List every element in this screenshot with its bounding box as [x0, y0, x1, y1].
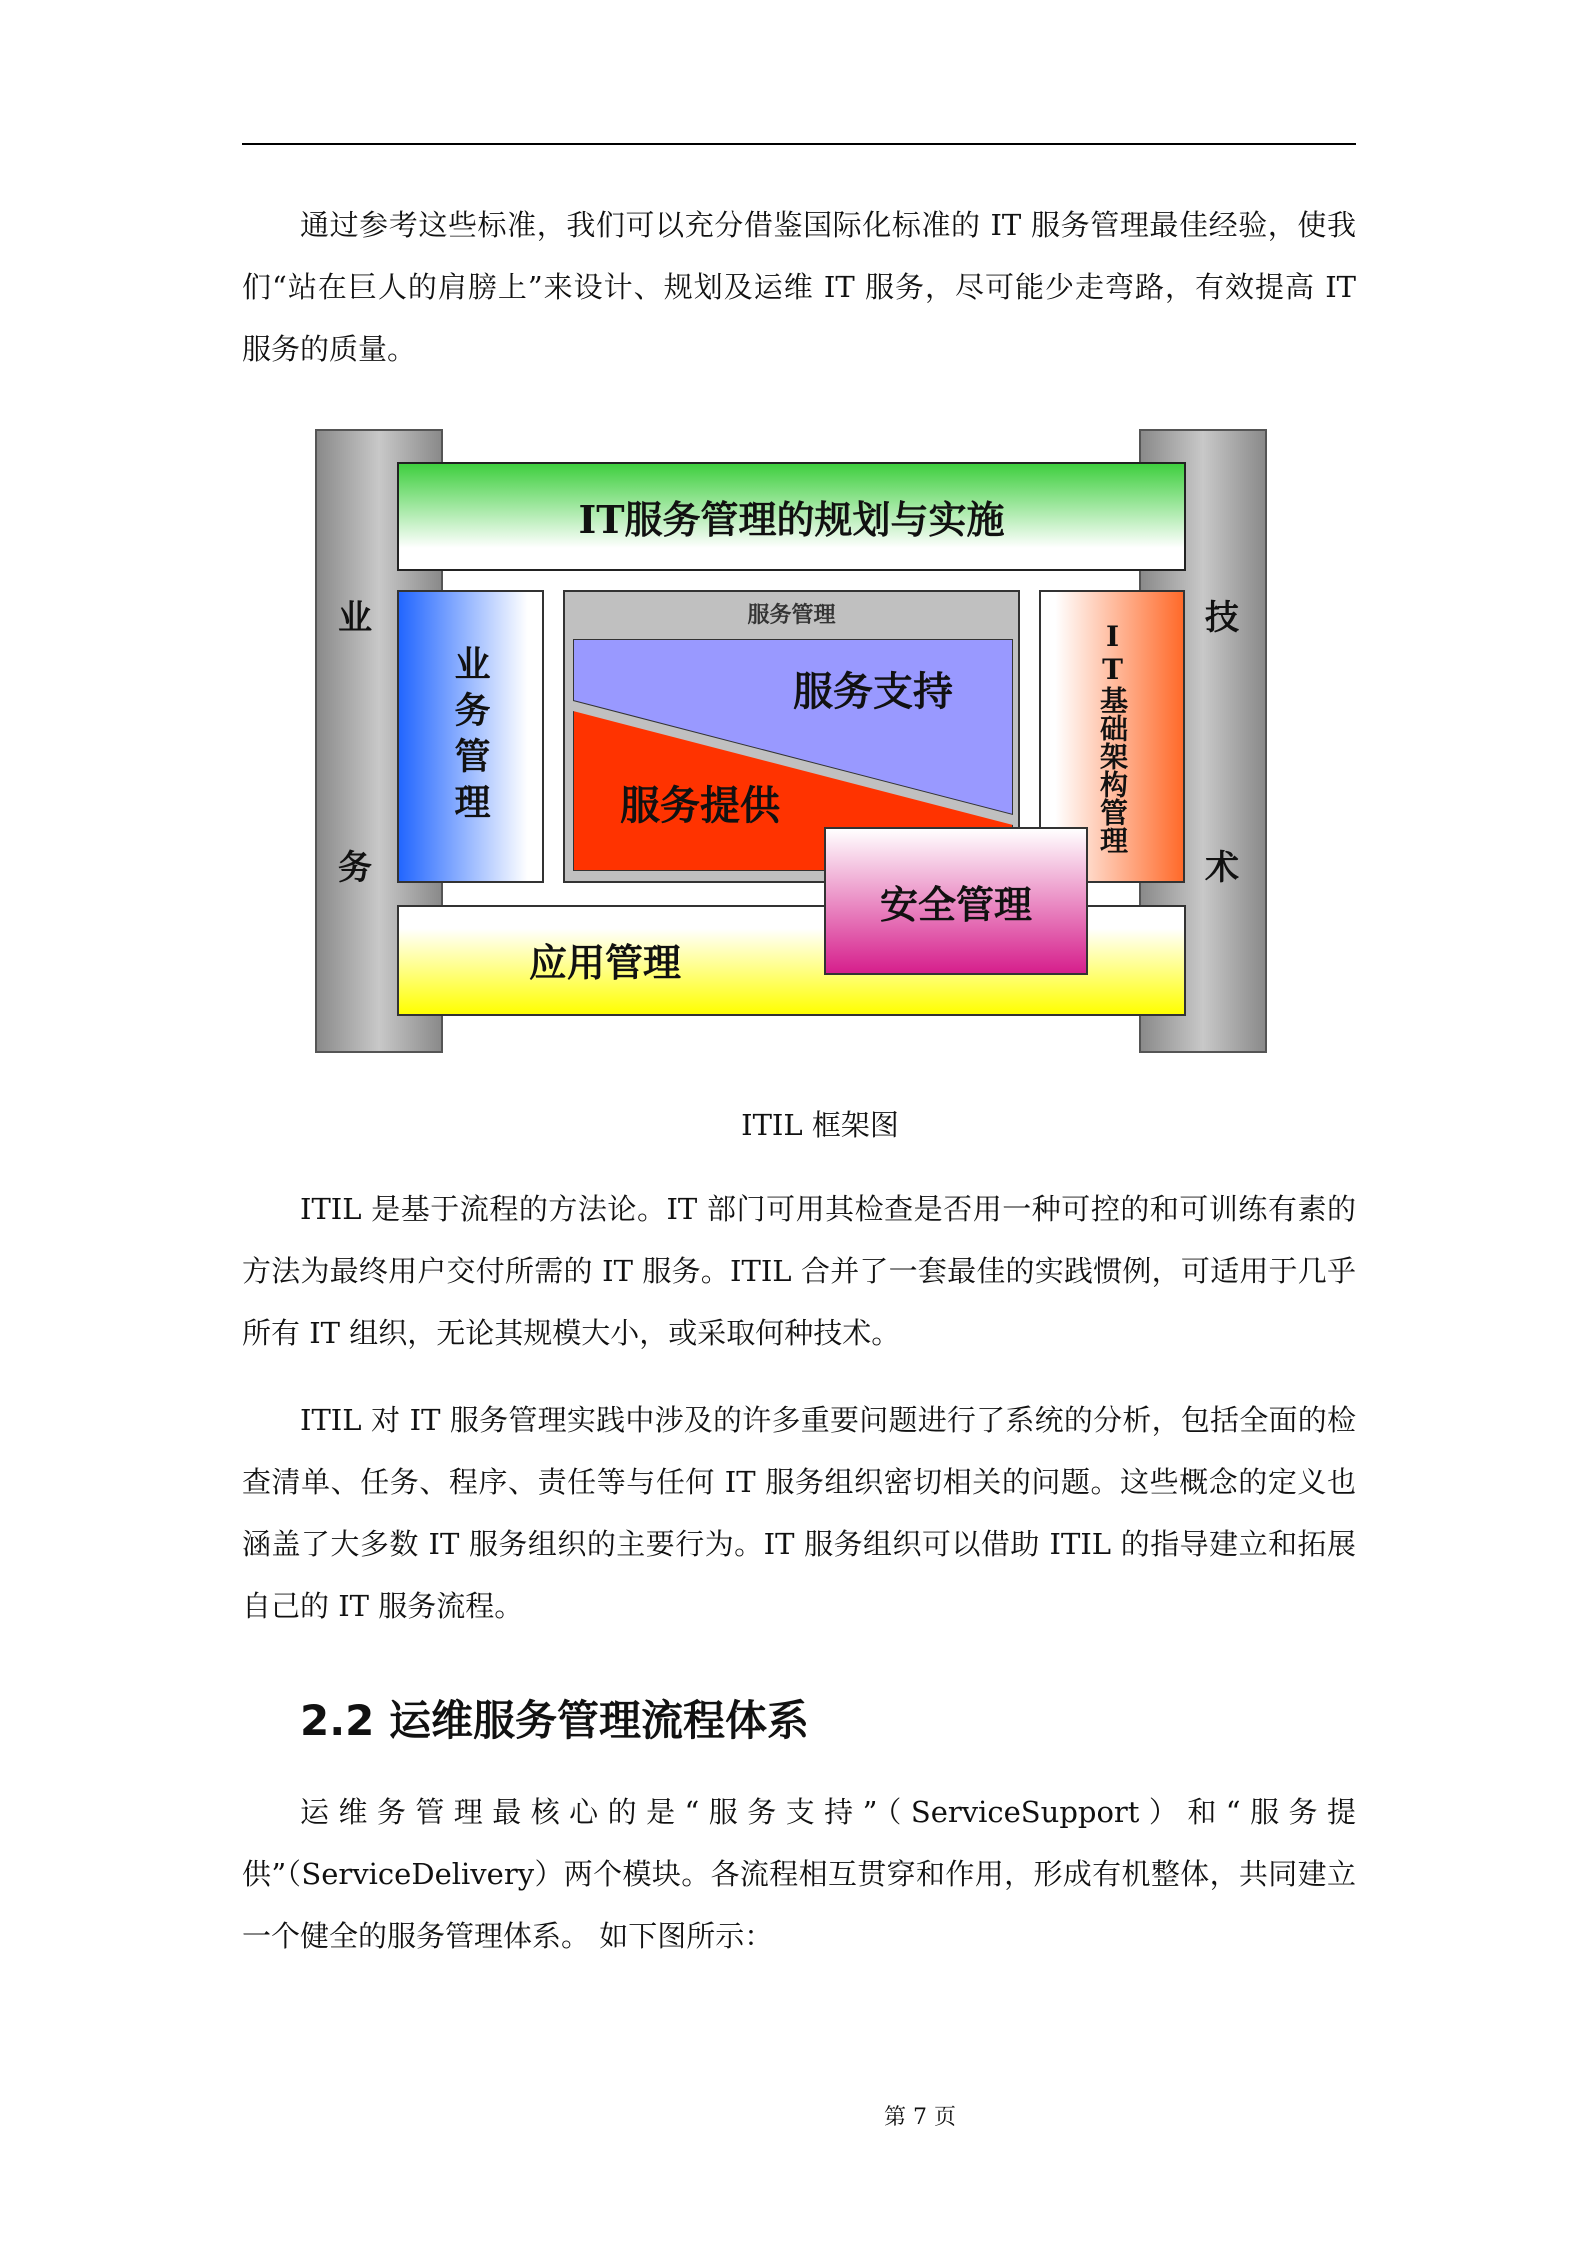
service-support-label: 服务支持 — [793, 668, 953, 715]
security-management-label: 安全管理 — [879, 881, 1032, 927]
technology-label-top: 技 — [1205, 598, 1239, 638]
business-label-bottom: 务 — [338, 848, 372, 888]
section-heading: 2.2 运维服务管理流程体系 — [300, 1696, 810, 1745]
paragraph-4: 运维务管理最核心的是“服务支持”（ServiceSupport）和“服务提供”（ServiceDelivery）两个模块。各流程相互贯穿和作用，形成有机整体，共同建立一个健全的服务管理体系。 如下图所示： — [242, 1795, 1356, 1953]
security-management-box — [824, 827, 1088, 975]
business-management-box — [397, 590, 544, 883]
technology-label-bottom: 术 — [1205, 848, 1239, 888]
paragraph-1: 通过参考这些标准，我们可以充分借鉴国际化标准的 IT 服务管理最佳经验，使我们“站在巨人的肩膀上”来设计、规划及运维 IT 服务，尽可能少走弯路，有效提高 IT 服务的质量。 — [242, 208, 1356, 366]
it-infrastructure-label: IT基础架构管理 — [1096, 619, 1129, 854]
planning-implementation-bar — [397, 462, 1186, 571]
application-management-label: 应用管理 — [529, 940, 682, 985]
service-management-label: 服务管理 — [747, 602, 836, 628]
page-number: 第 7 页 — [884, 2105, 956, 2130]
service-delivery-label: 服务提供 — [620, 782, 780, 829]
paragraph-3: ITIL 对 IT 服务管理实践中涉及的许多重要问题进行了系统的分析，包括全面的检查清单、任务、程序、责任等与任何 IT 服务组织密切相关的问题。这些概念的定义也涵盖了大多数 IT 服务组织的主要行为。IT 服务组织可以借助 ITIL 的指导建立和拓展自己的 IT 服务流程。 — [242, 1403, 1356, 1623]
planning-implementation-label: IT服务管理的规划与实施 — [578, 497, 1005, 542]
paragraph-2: ITIL 是基于流程的方法论。IT 部门可用其检查是否用一种可控的和可训练有素的方法为最终用户交付所需的 IT 服务。ITIL 合并了一套最佳的实践惯例，可适用于几乎所有 IT 组织，无论其规模大小，或采取何种技术。 — [242, 1192, 1356, 1350]
business-management-label: 业务管理 — [449, 644, 491, 829]
header-rule — [242, 143, 1356, 145]
business-label-top: 业 — [338, 598, 372, 638]
figure-caption: ITIL 框架图 — [741, 1108, 899, 1142]
